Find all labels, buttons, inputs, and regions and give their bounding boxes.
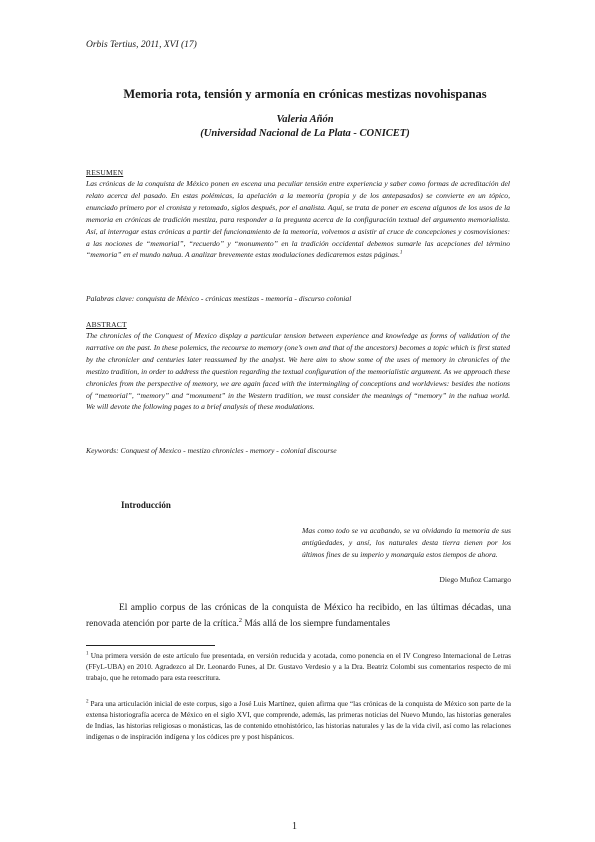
body-text-part2: Más allá de los siempre fundamentales bbox=[242, 619, 390, 629]
resumen-body: Las crónicas de la conquista de México ponen en escena una peculiar tensión entre experiencia y saber como formas de acreditación del relato acerca del pasado. En estas polémicas, la apelación a la memoria (propia y de los antepasados) se convierte en un tópico, enunciado primero por el cronista y retomado, siglos después, por el analista. Aquí, se trata de poner en escena algunos de los usos de la memoria en crónicas de tradición mestiza, para responder a la pregunta acerca de la configuración textual del argumento memorialista. Así, al interrogar estas crónicas a partir del funcionamiento de la memoria, volvemos a asistir al cruce de concepciones y cosmovisiones: a las nociones de “memorial”, “recuerdo” y “monumento” en la tradición occidental debemos sumarle las acepciones del término “memoria” en el mundo nahua. A analizar brevemente estas modulaciones dedicaremos estas páginas. bbox=[86, 179, 510, 260]
author-name: Valeria Añón bbox=[276, 114, 334, 125]
palabras-clave: Palabras clave: conquista de México - crónicas mestizas - memoria - discurso colonial bbox=[86, 294, 352, 303]
epigraph-author: Diego Muñoz Camargo bbox=[439, 575, 511, 584]
journal-header: Orbis Tertius, 2011, XVI (17) bbox=[86, 40, 197, 50]
keywords: Keywords: Conquest of Mexico - mestizo chronicles - memory - colonial discourse bbox=[86, 446, 337, 455]
body-text-part1: El amplio corpus de las crónicas de la conquista de México ha recibido, en las últimas décadas, una renovada atención por parte de la crítica. bbox=[86, 603, 511, 629]
body-paragraph bbox=[86, 600, 511, 632]
epigraph: Mas como todo se va acabando, se va olvidando la memoria de sus antigüedades, y ansí, los naturales desta tierra tienen por los últimos fines de su imperio y monarquía estos tiempos de ahora. bbox=[302, 526, 511, 559]
article-title: Memoria rota, tensión y armonía en crónicas mestizas novohispanas bbox=[123, 87, 487, 101]
footnote-2-text: Para una articulación inicial de este corpus, sigo a José Luis Martínez, quien afirma que “las crónicas de la conquista de México son parte de la extensa historiografía acerca de México en el siglo XVI, que comprende, además, las primeras noticias del Nuevo Mundo, las historias generales de Indias, las historias religiosas o monásticas, las de contenido etnohistórico, las historias naturales y las de la vida civil, así como las relaciones indígenas o de inspiración indígena y los códices pre y post hispánicos. bbox=[86, 699, 511, 741]
footnote-ref-1[interactable]: 1 bbox=[399, 249, 403, 256]
resumen-text bbox=[86, 178, 510, 261]
section-heading-introduccion: Introducción bbox=[121, 500, 171, 510]
footnote-1-text: Una primera versión de este artículo fue presentada, en versión reducida y acotada, como ponencia en el IV Congreso Internacional de Letras (FFyL-UBA) en 2010. Agradezco al Dr. Leonardo Funes, al Dr. Gustavo Verdesio y a la Dra. Beatriz Colombi sus comentarios respecto de mi trabajo, que he retomado para esta reescritura. bbox=[86, 651, 511, 682]
resumen-heading: RESUMEN bbox=[86, 168, 124, 177]
footnote-mark-2: 2 bbox=[86, 698, 89, 705]
footnote-2 bbox=[86, 698, 511, 742]
author-affiliation: (Universidad Nacional de La Plata - CONICET) bbox=[200, 128, 410, 139]
footnote-1 bbox=[86, 650, 511, 683]
footnote-ref-2[interactable]: 2 bbox=[238, 616, 243, 624]
footnote-mark-1: 1 bbox=[86, 650, 89, 657]
page-number: 1 bbox=[292, 821, 297, 832]
abstract-heading: ABSTRACT bbox=[86, 320, 127, 329]
abstract-text: The chronicles of the Conquest of Mexico display a particular tension between experience and knowledge as forms of validation of the narrative on the past. In these polemics, the recourse to memory (one’s own and that of the ancestors) becomes a topic which is first stated by the chronicler and centuries later reassumed by the analyst. We here aim to show some of the uses of memory in chronicles of the mestizo tradition, in order to address the question regarding the textual configuration of the memorialistic argument. As we approach these chronicles from the perspective of memory, we are again faced with the intermingling of conceptions and worldviews: besides the notions of “memorial”, “memory” and “monument” in the Western tradition, we must consider the meanings of “memory” in the nahua world. We will devote the following pages to a brief analysis of these modulations. bbox=[86, 331, 510, 412]
footnote-divider bbox=[86, 645, 215, 646]
